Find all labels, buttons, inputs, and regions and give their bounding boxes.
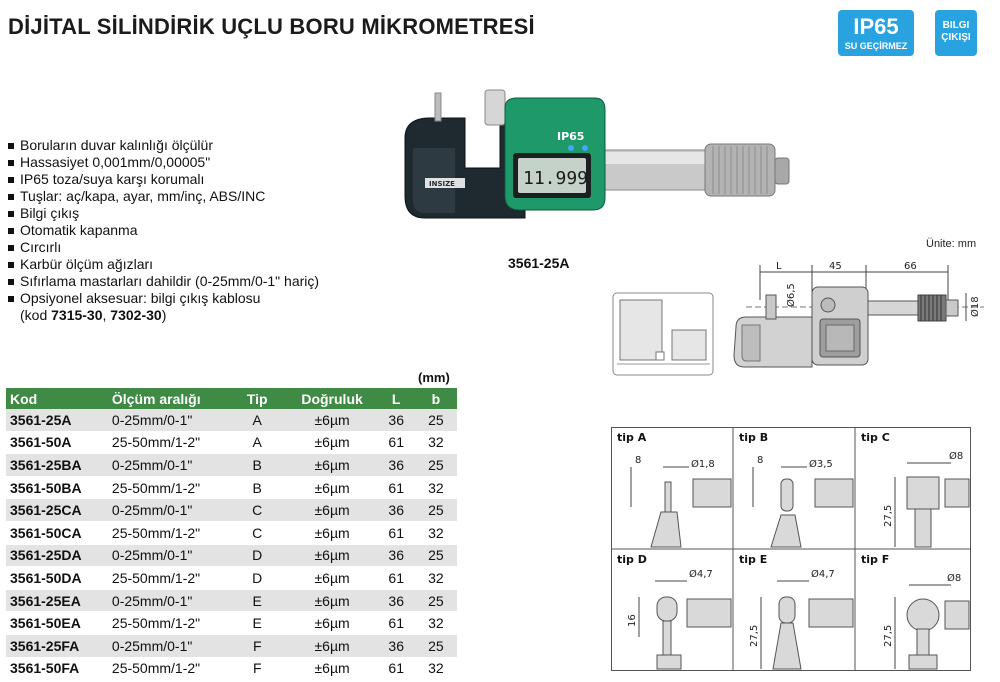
tip-d-dim2: Ø4,7 [689,569,713,580]
feature-item-continuation: (kod 7315-30, 7302-30) [20,307,167,323]
bullet-icon [8,194,14,200]
ip65-badge-main: IP65 [853,14,899,39]
table-row: 3561-50FA 25-50mm/1-2" F ±6µm 61 32 [6,657,457,680]
feature-item: Hassasiyet 0,001mm/0,00005" [6,154,319,171]
tip-b-dim2: Ø3,5 [809,459,833,470]
table-row: 3561-25FA 0-25mm/0-1" F ±6µm 36 25 [6,634,457,657]
tip-b-label: tip B [739,431,769,444]
accessory-code: 7315-30 [51,307,103,323]
dimension-drawing [716,255,986,380]
brand-logo: INSIZE [429,180,455,188]
tip-a-label: tip A [617,431,647,444]
table-row: 3561-50BA 25-50mm/1-2" B ±6µm 61 32 [6,476,457,499]
dim-L: L [776,261,782,272]
feature-item: Opsiyonel aksesuar: bilgi çıkış kablosu [6,290,319,307]
bullet-icon [8,296,14,302]
feature-item: IP65 toza/suya karşı korumalı [6,171,319,188]
tip-a-dim1: 8 [635,455,642,466]
column-header-b: b [415,388,457,409]
bullet-icon [8,245,14,251]
dim-45: 45 [829,261,842,272]
table-row: 3561-25CA 0-25mm/0-1" C ±6µm 36 25 [6,499,457,522]
column-header-accuracy: Doğruluk [287,388,378,409]
feature-item: Bilgi çıkış [6,205,319,222]
bullet-icon [8,262,14,268]
product-ip-label: IP65 [557,130,585,143]
ip65-badge [838,10,914,56]
table-row: 3561-25DA 0-25mm/0-1" D ±6µm 36 25 [6,544,457,567]
data-output-badge-line1: BILGI [942,20,970,31]
specifications-table [6,388,457,680]
dim-dia-18: Ø18 [970,296,981,317]
tip-a-dim2: Ø1,8 [691,459,715,470]
bullet-icon [8,228,14,234]
tip-e-dim1: 27,5 [749,624,760,647]
column-header-L: L [378,388,415,409]
tip-f-dim1: 27,5 [883,624,894,647]
page-title: DİJİTAL SİLİNDİRİK UÇLU BORU MİKROMETRESİ [8,14,535,39]
display-readout: 11.999 [523,168,589,189]
accessory-code: 7302-30 [110,307,162,323]
tip-c-dim1: 27,5 [883,504,894,527]
tip-e-label: tip E [739,553,768,566]
feature-item: Boruların duvar kalınlığı ölçülür [6,137,319,154]
table-row: 3561-25BA 0-25mm/0-1" B ±6µm 36 25 [6,454,457,477]
feature-item: Cırcırlı [6,239,319,256]
ip65-badge-sub: SU GEÇİRMEZ [844,41,908,51]
dim-dia-6-5: Ø6,5 [786,283,797,307]
table-row: 3561-25A 0-25mm/0-1" A ±6µm 36 25 [6,409,457,431]
tip-f-dim2: Ø8 [947,573,962,584]
tip-f-label: tip F [861,553,890,566]
data-output-badge-line2: ÇIKIŞI [941,32,971,43]
column-header-type: Tip [228,388,287,409]
feature-list [6,137,319,324]
tip-d-label: tip D [617,553,647,566]
micrometer-product-image [385,78,790,228]
feature-item: Karbür ölçüm ağızları [6,256,319,273]
table-unit-label: (mm) [418,370,450,385]
table-header-row [6,388,457,409]
unit-note: Ünite: mm [926,238,977,250]
table-row: 3561-50CA 25-50mm/1-2" C ±6µm 61 32 [6,521,457,544]
table-row: 3561-50DA 25-50mm/1-2" D ±6µm 61 32 [6,567,457,590]
table-row: 3561-50A 25-50mm/1-2" A ±6µm 61 32 [6,431,457,454]
tip-c-dim2: Ø8 [949,451,964,462]
table-row: 3561-50EA 25-50mm/1-2" E ±6µm 61 32 [6,612,457,635]
tip-types-grid [611,427,971,671]
dim-66: 66 [904,261,917,272]
tip-e-dim2: Ø4,7 [811,569,835,580]
feature-item: Otomatik kapanma [6,222,319,239]
product-model-label: 3561-25A [508,255,570,271]
tip-c-label: tip C [861,431,890,444]
data-output-badge [935,10,977,56]
tip-profile-diagram [612,292,714,376]
bullet-icon [8,279,14,285]
tip-b-dim1: 8 [757,455,764,466]
bullet-icon [8,177,14,183]
bullet-icon [8,160,14,166]
tip-d-dim1: 16 [627,614,638,627]
bullet-icon [8,211,14,217]
feature-item: Sıfırlama mastarları dahildir (0-25mm/0-1" hariç) [6,273,319,290]
bullet-icon [8,143,14,149]
column-header-code: Kod [6,388,108,409]
column-header-range: Ölçüm aralığı [108,388,228,409]
feature-item: Tuşlar: aç/kapa, ayar, mm/inç, ABS/INC [6,188,319,205]
table-row: 3561-25EA 0-25mm/0-1" E ±6µm 36 25 [6,589,457,612]
